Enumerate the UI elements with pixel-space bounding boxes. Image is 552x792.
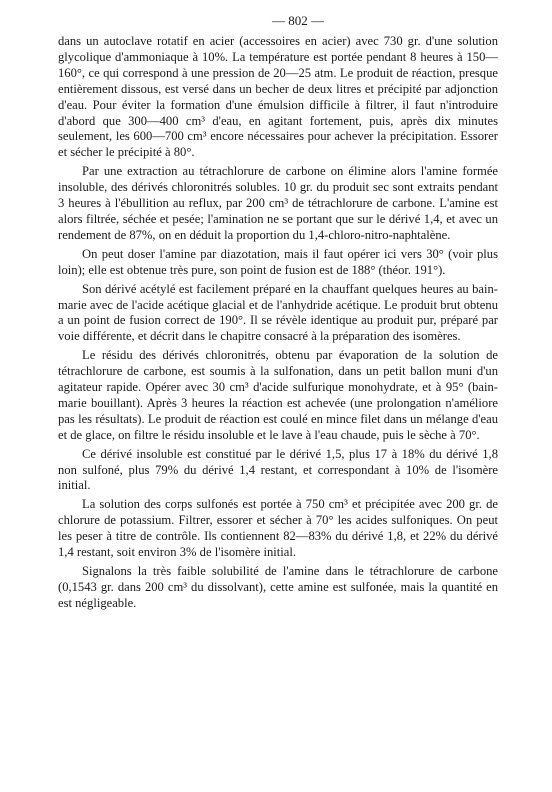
paragraph-6: Ce dérivé insoluble est constitué par le dérivé 1,5, plus 17 à 18% du dérivé 1,8 non sulfoné, plus 79% du dérivé 1,4 restant, et correspondant à 10% de l'isomère initial. <box>58 446 498 493</box>
paragraph-4: Son dérivé acétylé est facilement préparé en la chauffant quelques heures au bain-marie avec de l'acide acétique glacial et de l'anhydride acétique. Le produit brut obtenu a un point de fusion correct de 190°. Il se révèle identique au produit pur, préparé par voie différente, et décrit dans le chapitre consacré à la préparation des isomères. <box>58 281 498 344</box>
paragraph-1: dans un autoclave rotatif en acier (accessoires en acier) avec 730 gr. d'une solution glycolique d'ammoniaque à 10%. La température est portée pendant 8 heures à 150—160°, ce qui correspond à une pression de 20—25 atm. Le produit de réaction, presque entièrement dissous, est versé dans un becher de deux litres et précipité par adjonction d'eau. Pour éviter la formation d'une émulsion difficile à filtrer, il faut n'introduire d'abord que 300—400 cm³ d'eau, en agitant fortement, puis, après dix minutes seulement, les 600—700 cm³ encore nécessaires pour achever la précipitation. Essorer et sécher le précipité à 80°. <box>58 34 498 160</box>
paragraph-3: On peut doser l'amine par diazotation, mais il faut opérer ici vers 30° (voir plus loin); elle est obtenue très pure, son point de fusion est de 188° (théor. 191°). <box>58 246 498 277</box>
document-page <box>58 12 498 615</box>
page-number: — 802 — <box>272 13 324 28</box>
paragraph-5: Le résidu des dérivés chloronitrés, obtenu par évaporation de la solution de tétrachlorure de carbone, est soumis à la sulfonation, dans un petit ballon muni d'un agitateur rapide. Opérer avec 30 cm³ d'acide sulfurique monohydrate, et à 95° (bain-marie bouillant). Après 3 heures la réaction est achevée (une prolongation n'améliore pas les résultats). Le produit de réaction est coulé en mince filet dans un mélange d'eau et de glace, on filtre le résidu insoluble et le lave à l'eau chaude, puis le sèche à 70°. <box>58 348 498 442</box>
paragraph-8: Signalons la très faible solubilité de l'amine dans le tétrachlorure de carbone (0,1543 gr. dans 200 cm³ du dissolvant), cette amine est sulfonée, mais la quantité en est négligeable. <box>58 564 498 610</box>
paragraph-2: Par une extraction au tétrachlorure de carbone on élimine alors l'amine formée insoluble, des dérivés chloronitrés solubles. 10 gr. du produit sec sont extraits pendant 3 heures à l'ébullition au reflux, par 200 cm³ de tétrachlorure de carbone. L'amine est alors filtrée, séchée et pesée; l'amination ne se portant que sur le dérivé 1,4, et avec un rendement de 87%, on en déduit la proportion du 1,4-chloro-nitro-naphtalène. <box>58 164 498 242</box>
paragraph-7: La solution des corps sulfonés est portée à 750 cm³ et précipitée avec 200 gr. de chlorure de potassium. Filtrer, essorer et sécher à 70° les acides sulfoniques. On peut les peser à titre de contrôle. Ils contiennent 82—83% du dérivé 1,8, et 22% du dérivé 1,4 restant, soit environ 3% de l'isomère initial. <box>58 497 498 560</box>
